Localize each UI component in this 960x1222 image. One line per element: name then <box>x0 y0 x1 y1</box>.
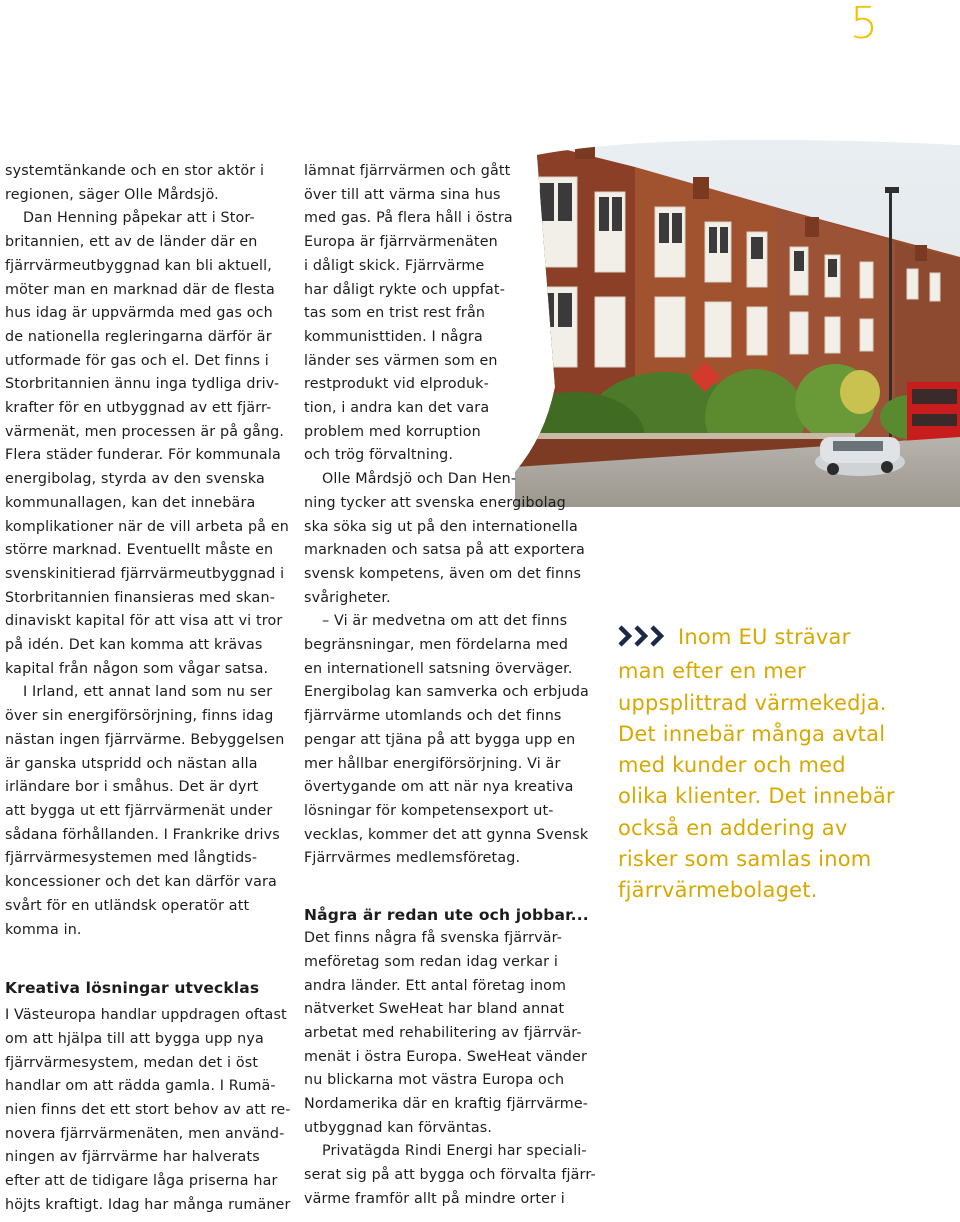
text-line: tas som en trist rest från <box>304 305 486 322</box>
quote-line: olika klienter. Det innebär <box>618 784 895 809</box>
paragraph <box>304 927 604 1140</box>
text-line: menät i östra Europa. SweHeat vänder <box>304 1048 587 1065</box>
text-line: fjärrvärme utomlands och det finns <box>304 708 562 725</box>
text-line: höjts kraftigt. Idag har många rumäner <box>5 1196 291 1213</box>
text-line: och trög förvaltning. <box>304 447 454 464</box>
text-line: komma in. <box>5 921 82 938</box>
text-line: – Vi är medvetna om att det finns <box>322 613 568 630</box>
text-line: britannien, ett av de länder där en <box>5 234 258 251</box>
quote-line: Det innebär många avtal <box>618 721 886 746</box>
text-line: utbyggnad kan förväntas. <box>304 1119 493 1136</box>
text-line: Storbritannien ännu inga tydliga driv- <box>5 376 280 393</box>
text-line: novera fjärrvärmenäten, men använd- <box>5 1125 285 1142</box>
text-line: Flera städer funderar. För kommunala <box>5 447 281 464</box>
text-line: med gas. På flera håll i östra <box>304 210 513 227</box>
text-line: en internationell satsning överväger. <box>304 660 573 677</box>
text-line: ska söka sig ut på den internationella <box>304 518 578 535</box>
paragraph <box>5 681 295 942</box>
page-number: 5 <box>850 0 878 49</box>
text-line: restprodukt vid elproduk- <box>304 376 489 393</box>
text-line: värmenät, men processen är på gång. <box>5 423 285 440</box>
text-line: regionen, säger Olle Mårdsjö. <box>5 186 219 203</box>
text-line: nien finns det ett stort behov av att re- <box>5 1102 291 1119</box>
text-line: kommunallagen, kan det innebära <box>5 494 256 511</box>
quote-line: också en addering av <box>618 815 848 840</box>
text-line: svensk kompetens, även om det finns <box>304 565 582 582</box>
text-line: lämnat fjärrvärmen och gått <box>304 163 511 179</box>
text-line: Dan Henning påpekar att i Stor- <box>23 210 255 227</box>
text-line: övertygande om att när nya kreativa <box>304 779 574 796</box>
paragraph <box>5 1004 295 1217</box>
text-line: större marknad. Eventuellt måste en <box>5 542 274 559</box>
pull-quote <box>618 622 948 907</box>
section-heading: Några är redan ute och jobbar... <box>304 906 589 925</box>
text-line: I Västeuropa handlar uppdragen oftast <box>5 1007 287 1024</box>
text-line: begränsningar, men fördelarna med <box>304 637 569 654</box>
text-line: fjärrvärmesystem, medan det i öst <box>5 1054 259 1071</box>
text-line: dinaviskt kapital för att visa att vi tror <box>5 613 283 630</box>
text-line: möter man en marknad där de flesta <box>5 281 275 298</box>
quote-line: uppsplittrad värmekedja. <box>618 690 887 715</box>
text-line: serat sig på att bygga och förvalta fjärr- <box>304 1167 596 1184</box>
paragraph <box>304 160 604 468</box>
text-line: Fjärrvärmes medlemsföretag. <box>304 850 521 867</box>
text-line: systemtänkande och en stor aktör i <box>5 163 265 179</box>
paragraph <box>304 610 604 871</box>
quote-line: man efter en mer <box>618 659 806 684</box>
text-line: I Irland, ett annat land som nu ser <box>23 684 273 701</box>
text-line: Storbritannien finansieras med skan- <box>5 589 276 606</box>
paragraph <box>304 468 604 610</box>
text-line: över till att värma sina hus <box>304 186 501 203</box>
text-line: ning tycker att svenska energibolag <box>304 494 566 511</box>
text-line: svårt för en utländsk operatör att <box>5 897 250 914</box>
text-line: meföretag som redan idag verkar i <box>304 953 559 970</box>
text-line: utformade för gas och el. Det finns i <box>5 352 269 369</box>
paragraph <box>304 1140 604 1211</box>
text-line: kommunisttiden. I några <box>304 328 483 345</box>
text-line: fjärrvärmesystemen med långtids- <box>5 850 258 867</box>
text-line: kapital från någon som vågar satsa. <box>5 660 269 677</box>
text-line: svenskinitierad fjärrvärmeutbyggnad i <box>5 565 285 582</box>
text-line: över sin energiförsörjning, finns idag <box>5 708 274 725</box>
text-line: Nordamerika där en kraftig fjärrvärme- <box>304 1096 589 1113</box>
text-line: nästan ingen fjärrvärme. Bebyggelsen <box>5 731 285 748</box>
quote-first-line <box>618 622 948 656</box>
text-line: arbetat med rehabilitering av fjärrvär- <box>304 1024 582 1041</box>
text-line: komplikationer när de vill arbeta på en <box>5 518 289 535</box>
text-line: värme framför allt på mindre orter i <box>304 1190 565 1207</box>
text-line: är ganska utspridd och nästan alla <box>5 755 258 772</box>
quote-line: fjärrvärmebolaget. <box>618 878 818 903</box>
text-line: länder ses värmen som en <box>304 352 498 369</box>
text-line: svårigheter. <box>304 589 391 606</box>
text-line: att bygga ut ett fjärrvärmenät under <box>5 802 273 819</box>
text-line: krafter för en utbyggnad av ett fjärr- <box>5 400 272 417</box>
text-line: marknaden och satsa på att exportera <box>304 542 585 559</box>
text-line: nu blickarna mot västra Europa och <box>304 1072 565 1089</box>
text-line: lösningar för kompetensexport ut- <box>304 802 554 819</box>
text-line: pengar att tjäna på att bygga upp en <box>304 731 576 748</box>
quote-line: med kunder och med <box>618 753 846 778</box>
text-line: tion, i andra kan det vara <box>304 400 490 417</box>
text-line: irländare bor i småhus. Det är dyrt <box>5 779 259 796</box>
text-line: Det finns några få svenska fjärrvär- <box>304 930 563 947</box>
text-line: har dåligt rykte och uppfat- <box>304 281 505 298</box>
text-line: mer hållbar energiförsörjning. Vi är <box>304 755 561 772</box>
text-line: ningen av fjärrvärme har halverats <box>5 1149 260 1166</box>
text-line: handlar om att rädda gamla. I Rumä- <box>5 1078 276 1095</box>
quote-line: risker som samlas inom <box>618 847 872 872</box>
text-line: koncessioner och det kan därför vara <box>5 874 277 891</box>
text-line: andra länder. Ett antal företag inom <box>304 977 567 994</box>
text-line: efter att de tidigare låga priserna har <box>5 1173 278 1190</box>
text-line: vecklas, kommer det att gynna Svensk <box>304 826 589 843</box>
text-line: i dåligt skick. Fjärrvärme <box>304 257 485 274</box>
text-line: Olle Mårdsjö och Dan Hen- <box>322 471 517 488</box>
section-heading: Kreativa lösningar utvecklas <box>5 979 260 998</box>
chevron-right-icon <box>618 625 672 656</box>
quote-line: Inom EU strävar <box>678 625 851 649</box>
text-line: problem med korruption <box>304 423 481 440</box>
text-line: fjärrvärmeutbyggnad kan bli aktuell, <box>5 257 272 274</box>
paragraph <box>5 160 295 207</box>
left-column <box>5 160 295 1218</box>
text-line: Privatägda Rindi Energi har speciali- <box>322 1143 587 1160</box>
paragraph <box>5 207 295 681</box>
text-line: de nationella regleringarna därför är <box>5 328 272 345</box>
text-line: på idén. Det kan komma att krävas <box>5 637 263 654</box>
text-line: Europa är fjärrvärmenäten <box>304 234 498 251</box>
text-line: energibolag, styrda av den svenska <box>5 471 265 488</box>
middle-column <box>304 160 604 1212</box>
text-line: Energibolag kan samverka och erbjuda <box>304 684 589 701</box>
text-line: nätverket SweHeat har bland annat <box>304 1001 565 1018</box>
text-line: om att hjälpa till att bygga upp nya <box>5 1030 264 1047</box>
text-line: sådana förhållanden. I Frankrike drivs <box>5 826 280 843</box>
text-line: hus idag är uppvärmda med gas och <box>5 305 273 322</box>
